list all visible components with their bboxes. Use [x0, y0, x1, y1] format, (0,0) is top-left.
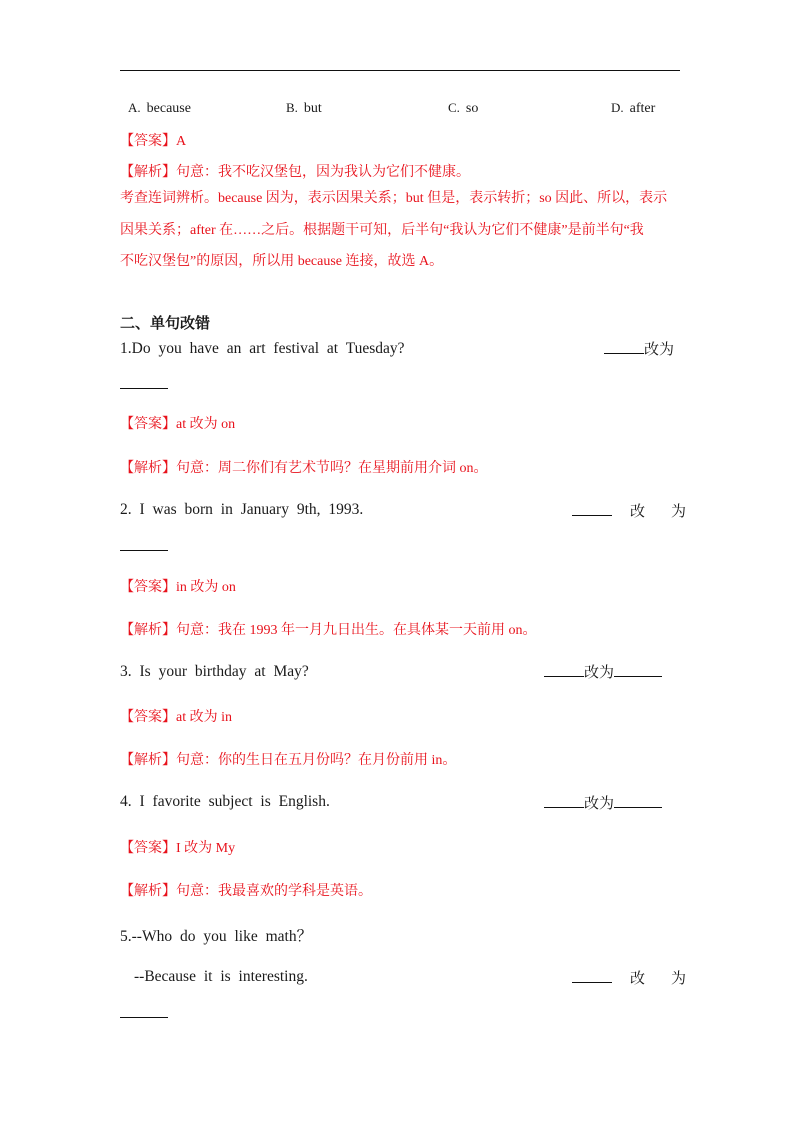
answer: 【答案】at 改为 on: [120, 417, 236, 432]
option-d: [611, 100, 655, 117]
blank-line: [120, 532, 168, 551]
correction-blank: [572, 967, 686, 988]
blank-line: [614, 676, 662, 677]
analysis: 【解析】句意：我最喜欢的学科是英语。: [120, 884, 372, 899]
analysis: 【解析】句意：我不吃汉堡包，因为我认为它们不健康。: [120, 165, 470, 180]
explain-line: 不吃汉堡包”的原因，所以用 because 连接，故选 A。: [120, 254, 444, 269]
correction-blank: [544, 792, 662, 813]
analysis: 【解析】句意：周二你们有艺术节吗？在星期前用介词 on。: [120, 461, 488, 476]
correction-blank: [604, 338, 674, 359]
change-to-label: 为: [671, 971, 687, 987]
analysis: 【解析】句意：我在 1993 年一月九日出生。在具体某一天前用 on。: [120, 623, 537, 638]
answer: 【答案】I 改为 My: [120, 841, 236, 856]
option-text: but: [303, 101, 322, 116]
option-letter: C.: [448, 100, 460, 115]
question-text: 2. I was born in January 9th, 1993.: [120, 501, 364, 518]
blank-line: [604, 353, 644, 354]
blank-line: [120, 370, 168, 389]
section-title: 二、单句改错: [120, 314, 211, 332]
change-to-label: 改为: [584, 665, 615, 681]
option-a: [128, 100, 191, 117]
question-text: 3. Is your birthday at May?: [120, 663, 309, 680]
blank-line: [544, 807, 584, 808]
answer: 【答案】in 改为 on: [120, 580, 236, 595]
blank-line: [572, 982, 612, 983]
blank-line: [120, 999, 168, 1018]
change-to-label: 改为: [584, 796, 615, 812]
answer-blank: [120, 370, 168, 394]
option-text: because: [146, 101, 191, 116]
analysis: 【解析】句意：你的生日在五月份吗？在月份前用 in。: [120, 753, 457, 768]
question-text: 1.Do you have an art festival at Tuesday?: [120, 340, 405, 357]
header-rule: [120, 70, 680, 71]
option-letter: D.: [611, 100, 624, 115]
option-text: after: [629, 101, 656, 116]
explain-line: 考查连词辨析。because 因为，表示因果关系；but 但是，表示转折；so 因此、所以，表示: [120, 191, 668, 206]
blank-line: [614, 807, 662, 808]
question-text: 4. I favorite subject is English.: [120, 793, 330, 810]
option-letter: A.: [128, 100, 141, 115]
question-text: 5.--Who do you like math？: [120, 928, 313, 945]
correction-blank: [544, 661, 662, 682]
option-b: [286, 100, 322, 117]
change-to-label: 改: [630, 504, 646, 520]
option-c: [448, 100, 478, 117]
change-to-label: 改: [630, 971, 646, 987]
answer-blank: [120, 999, 168, 1023]
question-text-line2: --Because it is interesting.: [134, 968, 308, 985]
correction-blank: [572, 500, 686, 521]
change-to-label: 改为: [644, 342, 675, 358]
blank-line: [544, 676, 584, 677]
blank-line: [572, 515, 612, 516]
option-letter: B.: [286, 100, 298, 115]
answer: 【答案】at 改为 in: [120, 710, 232, 725]
change-to-label: 为: [671, 504, 687, 520]
answer-blank: [120, 532, 168, 556]
option-text: so: [465, 101, 479, 116]
explain-line: 因果关系；after 在……之后。根据题干可知，后半句“我认为它们不健康”是前半句“我: [120, 223, 644, 238]
answer: 【答案】A: [120, 134, 187, 149]
